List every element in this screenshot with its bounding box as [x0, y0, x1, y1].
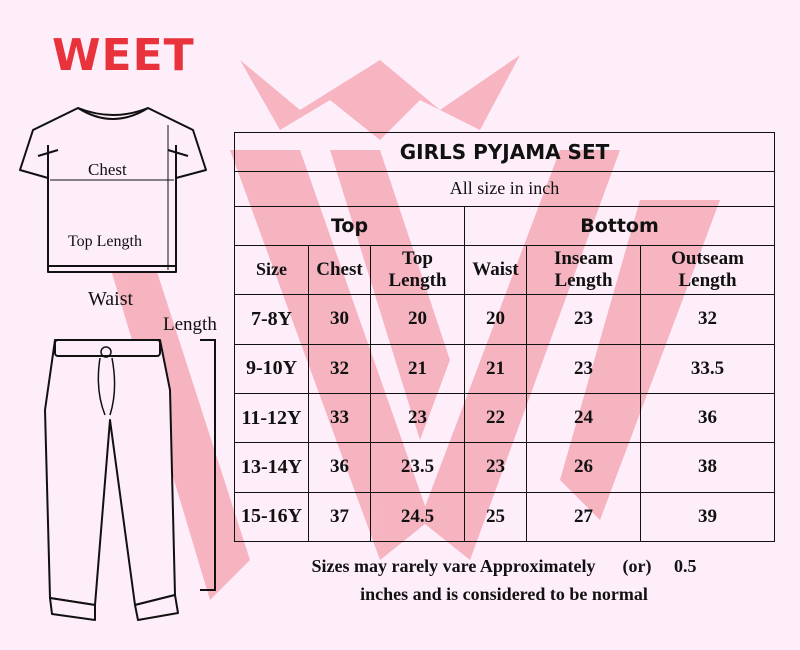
- table-subtitle: All size in inch: [235, 172, 775, 206]
- pants-illustration: [40, 330, 230, 630]
- table-cell: 33: [309, 393, 371, 442]
- table-cell: 27: [527, 492, 641, 541]
- table-cell: 21: [371, 344, 465, 393]
- table-cell: 36: [309, 443, 371, 492]
- table-cell: 20: [371, 295, 465, 344]
- table-cell: 30: [309, 295, 371, 344]
- column-header: Size: [235, 245, 309, 294]
- group-top-header: Top: [235, 206, 465, 245]
- column-header: Chest: [309, 245, 371, 294]
- table-cell: 33.5: [641, 344, 775, 393]
- size-cell: 11-12Y: [235, 393, 309, 442]
- size-chart-table: [234, 132, 775, 542]
- table-cell: 23: [465, 443, 527, 492]
- table-cell: 25: [465, 492, 527, 541]
- table-row: [235, 492, 775, 541]
- top-length-label: Top Length: [68, 233, 142, 250]
- column-header: Waist: [465, 245, 527, 294]
- table-cell: 23: [527, 295, 641, 344]
- table-cell: 37: [309, 492, 371, 541]
- table-cell: 20: [465, 295, 527, 344]
- column-header-row: [235, 245, 775, 294]
- table-row: [235, 344, 775, 393]
- size-cell: 13-14Y: [235, 443, 309, 492]
- size-cell: 7-8Y: [235, 295, 309, 344]
- table-cell: 21: [465, 344, 527, 393]
- shirt-illustration: [18, 100, 208, 290]
- footer-line-2: inches and is considered to be normal: [360, 584, 648, 604]
- table-cell: 32: [309, 344, 371, 393]
- brand-logo: WEET: [52, 30, 195, 81]
- table-row: [235, 443, 775, 492]
- table-cell: 23: [527, 344, 641, 393]
- length-label: Length: [163, 314, 217, 335]
- table-row: [235, 393, 775, 442]
- column-header: Outseam Length: [641, 245, 775, 294]
- table-cell: 38: [641, 443, 775, 492]
- table-row: [235, 295, 775, 344]
- waist-label: Waist: [88, 288, 134, 310]
- group-bottom-header: Bottom: [465, 206, 775, 245]
- table-cell: 36: [641, 393, 775, 442]
- table-cell: 24.5: [371, 492, 465, 541]
- chest-label: Chest: [88, 160, 127, 179]
- size-cell: 9-10Y: [235, 344, 309, 393]
- column-header: Inseam Length: [527, 245, 641, 294]
- table-cell: 39: [641, 492, 775, 541]
- table-cell: 22: [465, 393, 527, 442]
- footer-line-1: Sizes may rarely vare Approximately (or) 0.5: [311, 556, 697, 576]
- table-cell: 26: [527, 443, 641, 492]
- table-cell: 23: [371, 393, 465, 442]
- table-cell: 24: [527, 393, 641, 442]
- table-title: GIRLS PYJAMA SET: [235, 133, 775, 172]
- column-header: Top Length: [371, 245, 465, 294]
- size-cell: 15-16Y: [235, 492, 309, 541]
- table-cell: 32: [641, 295, 775, 344]
- table-cell: 23.5: [371, 443, 465, 492]
- footer-note: [234, 552, 774, 608]
